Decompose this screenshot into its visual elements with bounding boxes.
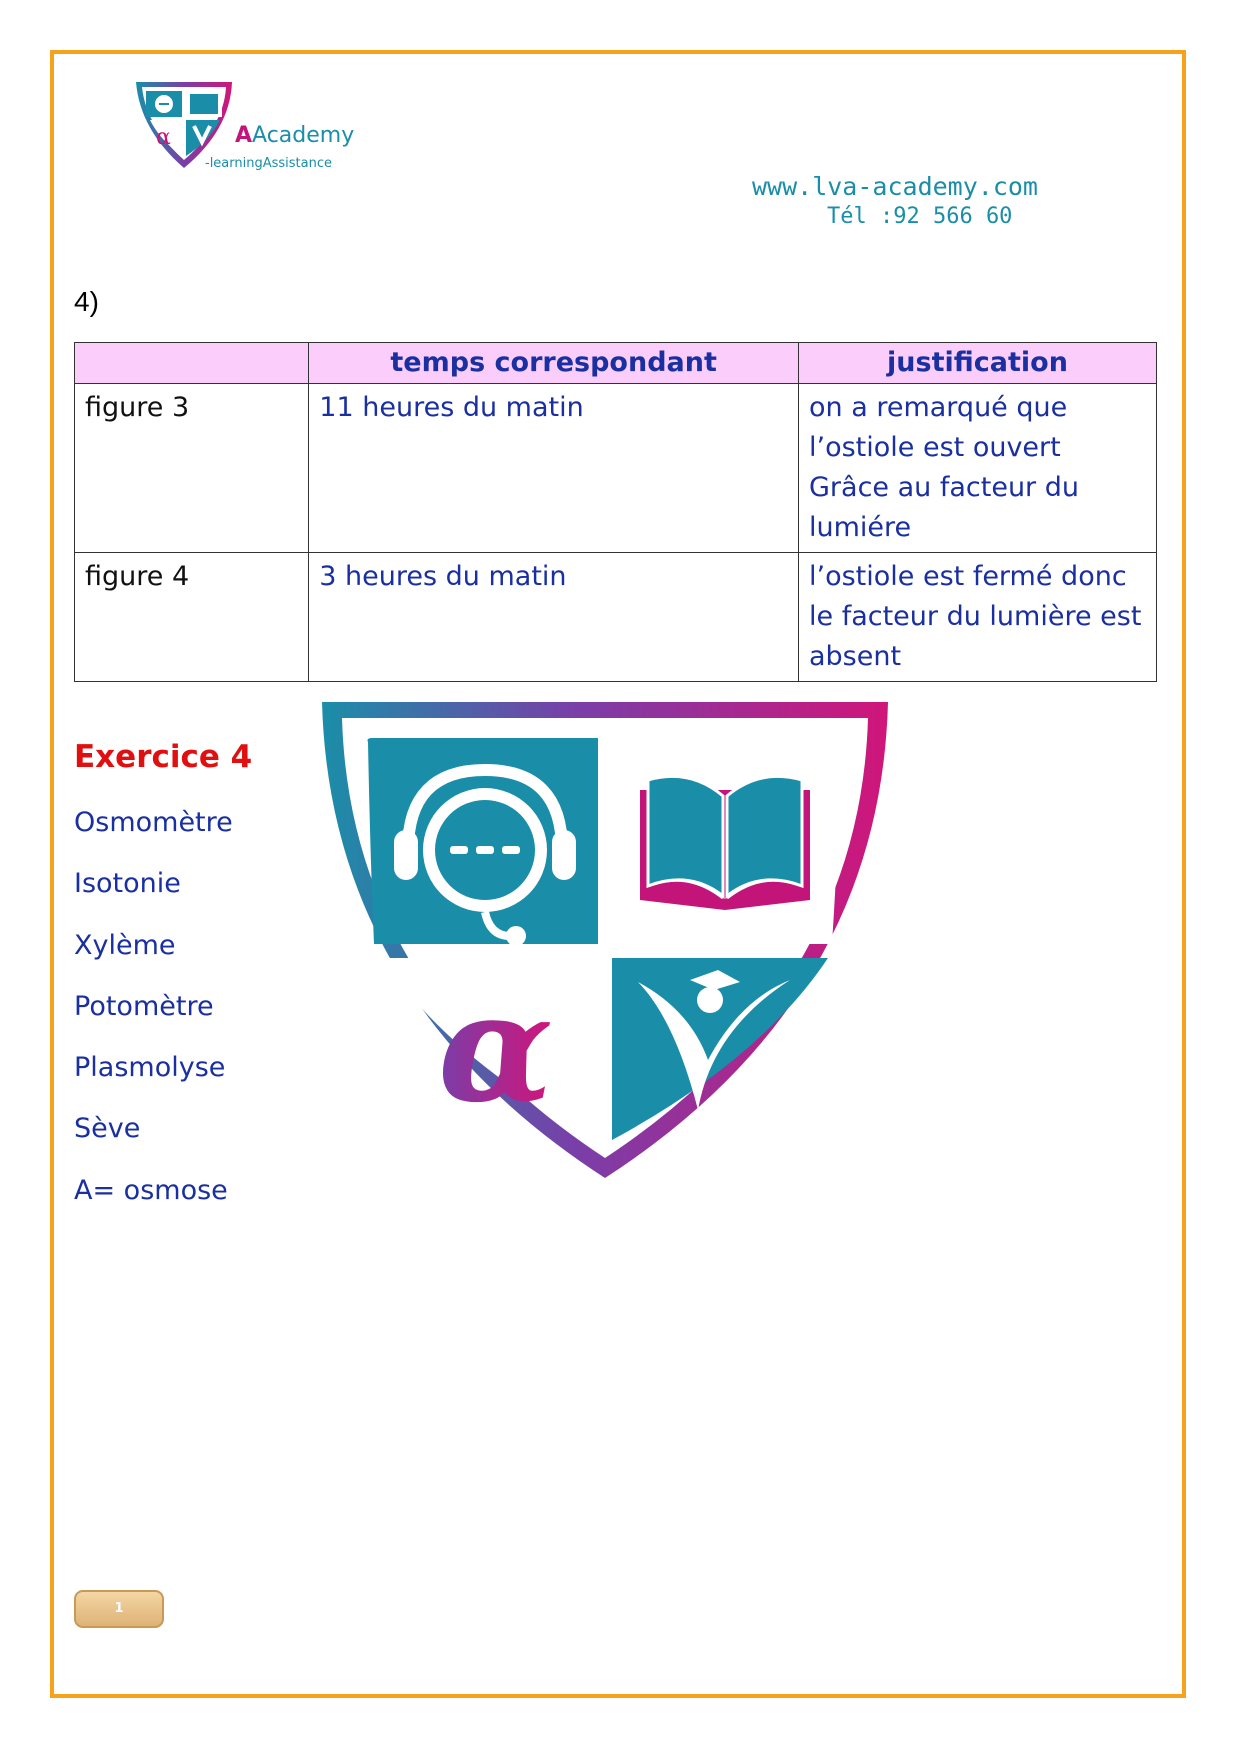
table-row	[75, 384, 1157, 553]
brand-tagline: -learningAssistance	[205, 156, 332, 171]
list-item: Sève	[74, 1113, 141, 1145]
table-header-row	[75, 343, 1157, 384]
answer-table	[74, 342, 1157, 682]
list-item: Plasmolyse	[74, 1052, 226, 1084]
page-number-badge: 1	[74, 1590, 164, 1628]
term-list	[74, 806, 233, 1235]
list-item: A= osmose	[74, 1174, 228, 1206]
list-item: Xylème	[74, 929, 176, 961]
table-row	[75, 553, 1157, 682]
row-label: figure 3	[75, 384, 309, 553]
academy-shield-logo	[320, 700, 890, 1178]
row-justification: l’ostiole est fermé donc le facteur du lumière est absent	[799, 553, 1157, 682]
exercise-title: Exercice 4	[74, 739, 253, 775]
brand-name-text: Academy	[252, 123, 355, 148]
brand-name	[235, 123, 354, 148]
alpha-symbol: α	[438, 960, 554, 1136]
list-item: Osmomètre	[74, 807, 233, 838]
brand-logo-mark: A	[235, 123, 253, 148]
table-header-time: temps correspondant	[309, 343, 799, 384]
row-justification: on a remarqué que l’ostiole est ouvert Grâce au facteur du lumiére	[799, 384, 1157, 553]
row-time: 3 heures du matin	[309, 553, 799, 682]
row-label: figure 4	[75, 553, 309, 682]
phone-number: Tél :92 566 60	[827, 204, 1013, 229]
svg-text:α: α	[156, 125, 171, 150]
table-header-empty	[75, 343, 309, 384]
open-book-icon	[640, 776, 810, 910]
row-time: 11 heures du matin	[309, 384, 799, 553]
table-header-justification: justification	[799, 343, 1157, 384]
website-link[interactable]: www.lva-academy.com	[752, 172, 1038, 201]
question-number: 4)	[74, 286, 99, 317]
list-item: Isotonie	[74, 868, 181, 900]
list-item: Potomètre	[74, 990, 214, 1022]
